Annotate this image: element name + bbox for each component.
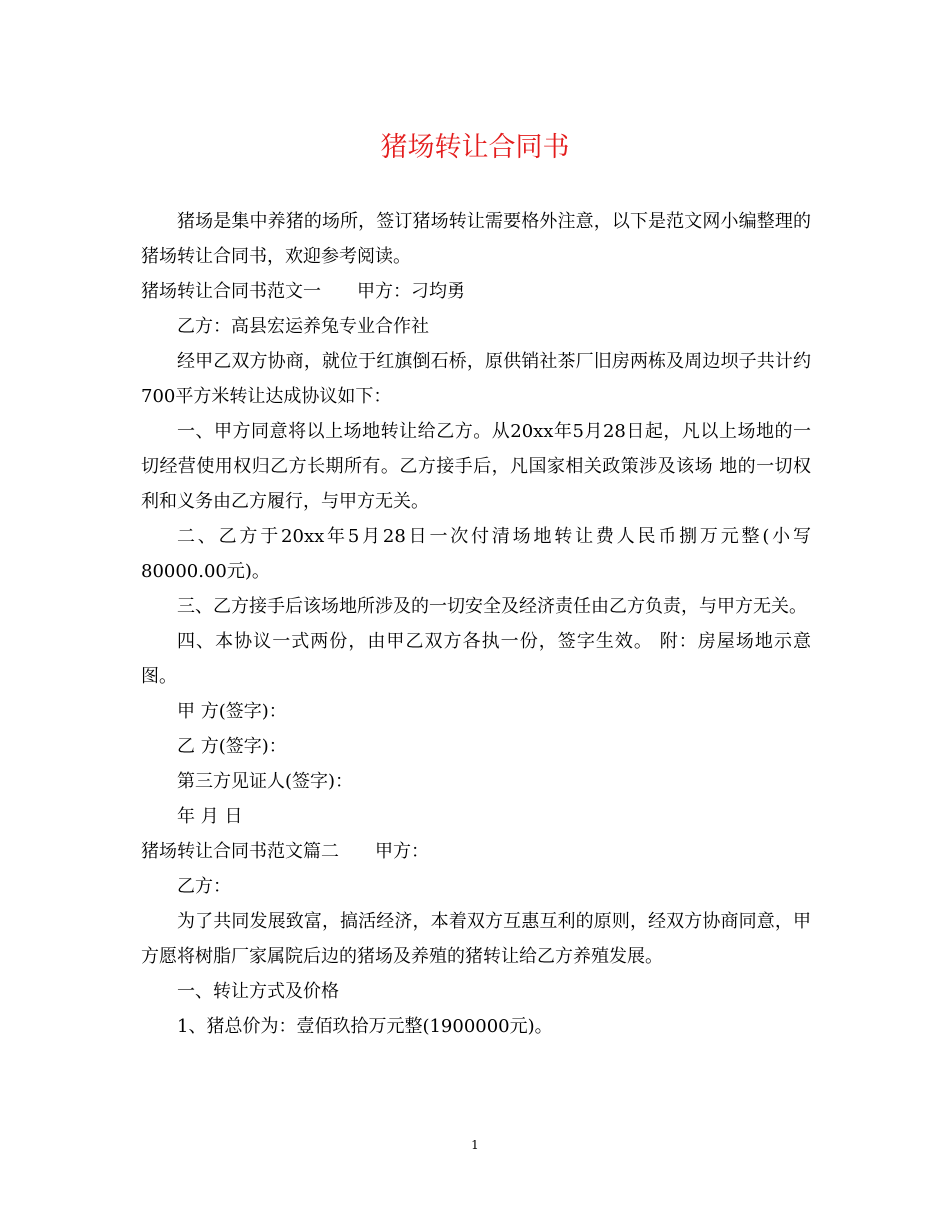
sample2-heading: 猪场转让合同书范文篇二: [141, 841, 339, 862]
sample1-clause-2: 二、乙方于20xx年5月28日一次付清场地转让费人民币捌万元整(小写80000.00元)。: [141, 526, 811, 582]
sample2-heading-line: [141, 834, 811, 869]
document-title: 猪场转让合同书: [380, 132, 570, 163]
sample1-heading: 猪场转让合同书范文一: [141, 281, 321, 302]
sample1-clause-1: 一、甲方同意将以上场地转让给乙方。从20xx年5月28日起，凡以上场地的一切经营使用权归乙方长期所有。乙方接手后，凡国家相关政策涉及该场 地的一切权利和义务由乙方履行，与甲方无关。: [141, 421, 811, 512]
signature-party-b: 乙 方(签字)：: [177, 736, 287, 757]
sample1-heading-line: [141, 274, 811, 309]
sample1-clause-4: 四、本协议一式两份，由甲乙双方各执一份，签字生效。 附：房屋场地示意图。: [141, 631, 811, 687]
signature-party-a: 甲 方(签字)：: [177, 701, 287, 722]
document-body: [141, 204, 811, 1044]
page-number: 1: [471, 1138, 479, 1152]
sample1-party-a: 甲方：刁均勇: [357, 281, 465, 302]
signature-date: 年 月 日: [177, 806, 243, 827]
sample2-paragraph-1: 为了共同发展致富，搞活经济，本着双方互惠互利的原则，经双方协商同意，甲方愿将树脂厂家属院后边的猪场及养殖的猪转让给乙方养殖发展。: [141, 911, 811, 967]
sample2-party-b: 乙方：: [177, 876, 231, 897]
sample2-section-1: 一、转让方式及价格: [177, 981, 339, 1002]
sample1-paragraph-1: 经甲乙双方协商，就位于红旗倒石桥，原供销社茶厂旧房两栋及周边坝子共计约700平方米转让达成协议如下：: [141, 351, 811, 407]
sample1-clause-3: 三、乙方接手后该场地所涉及的一切安全及经济责任由乙方负责，与甲方无关。: [177, 596, 807, 617]
intro-paragraph: 猪场是集中养猪的场所，签订猪场转让需要格外注意，以下是范文网小编整理的猪场转让合同书，欢迎参考阅读。: [141, 211, 811, 267]
sample2-party-a: 甲方：: [375, 841, 429, 862]
signature-witness: 第三方见证人(签字)：: [177, 771, 354, 792]
sample2-item-1: 1、猪总价为：壹佰玖拾万元整(1900000元)。: [177, 1016, 553, 1037]
sample1-party-b: 乙方：高县宏运养兔专业合作社: [177, 316, 429, 337]
